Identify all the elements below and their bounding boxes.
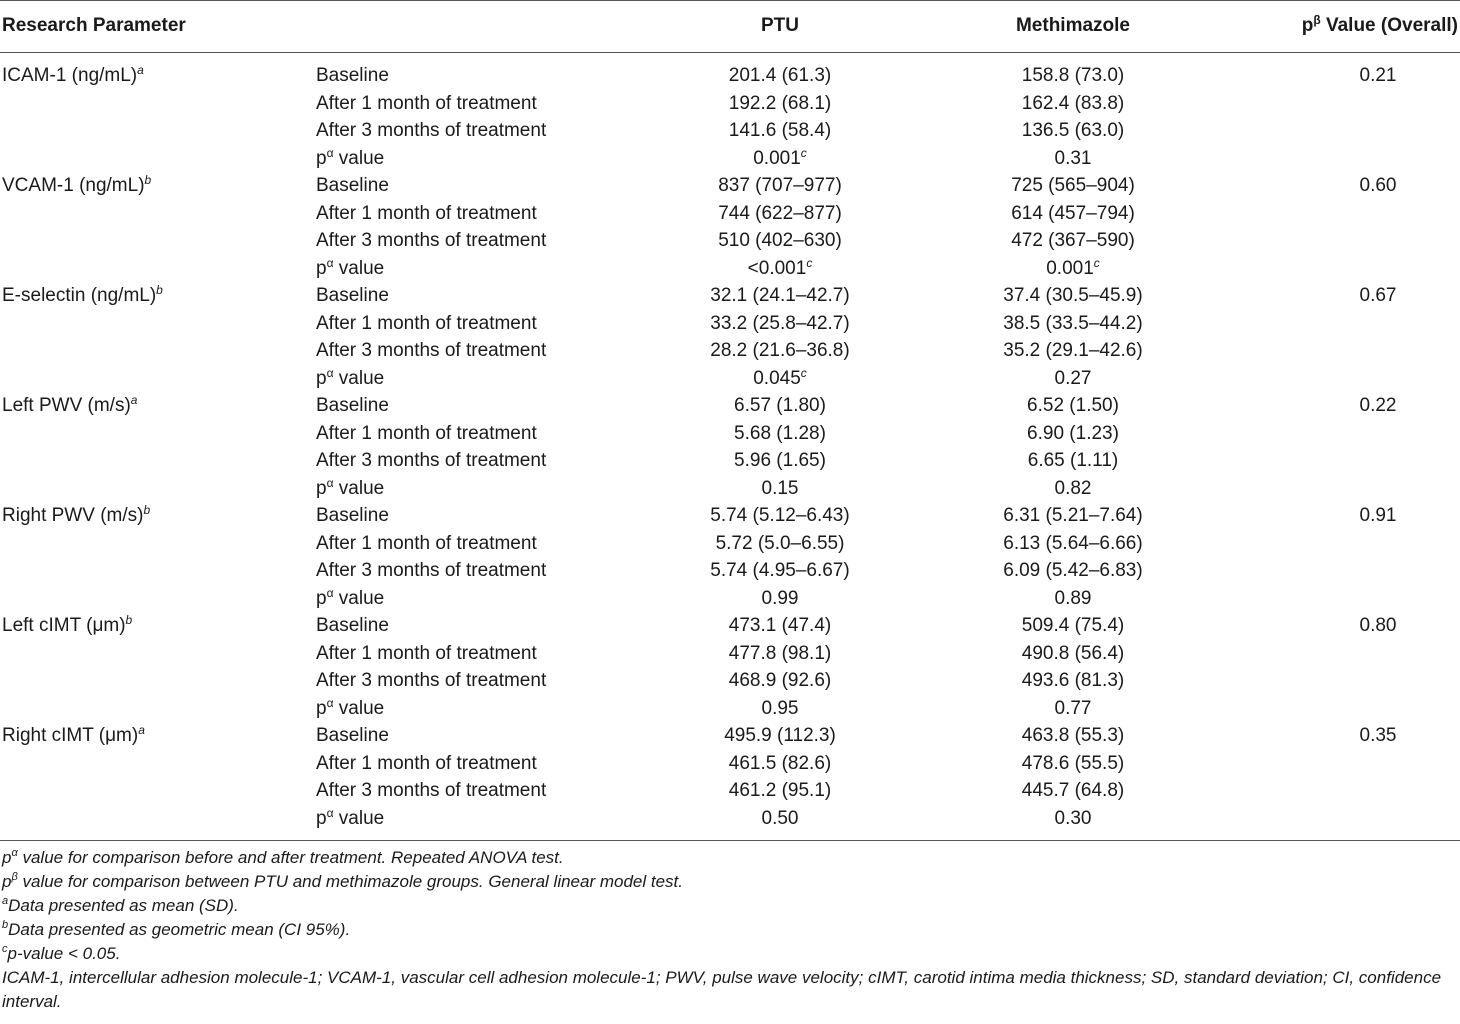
header-rule xyxy=(0,52,1460,53)
footnote-line xyxy=(2,846,1458,870)
timepoint-label xyxy=(316,612,389,640)
ptu-value: 6.57 (1.80) xyxy=(734,395,826,416)
footnote-text: Data presented as mean (SD). xyxy=(8,896,239,915)
methimazole-value: 158.8 (73.0) xyxy=(1021,65,1125,86)
methimazole-value-cell xyxy=(913,392,1233,420)
ptu-value-cell xyxy=(620,227,940,255)
footnote-text: Data presented as geometric mean (CI 95%). xyxy=(8,920,351,939)
timepoint-label xyxy=(316,365,384,393)
timepoint-text: After 3 months of treatment xyxy=(316,340,547,361)
p-prefix: p xyxy=(316,367,327,389)
ptu-value: 495.9 (112.3) xyxy=(724,725,836,746)
table-row xyxy=(0,750,1460,778)
alpha-sup: α xyxy=(326,585,334,600)
timepoint-label xyxy=(316,145,384,173)
methimazole-value-cell xyxy=(913,557,1233,585)
parameter-footnote-mark: b xyxy=(143,503,151,517)
methimazole-value: 0.89 xyxy=(1054,587,1092,609)
p-prefix: p xyxy=(316,257,327,279)
timepoint-label xyxy=(316,667,546,695)
methimazole-value-cell xyxy=(913,365,1233,393)
significance-mark: c xyxy=(800,365,807,380)
methimazole-value: 6.31 (5.21–7.64) xyxy=(1003,505,1143,526)
table-body xyxy=(0,62,1460,832)
methimazole-value: 614 (457–794) xyxy=(1011,202,1135,224)
ptu-value: 461.2 (95.1) xyxy=(728,780,832,801)
p-prefix: p xyxy=(316,697,327,719)
timepoint-text: value xyxy=(338,697,385,719)
ptu-value-cell xyxy=(620,117,940,145)
parameter-cell xyxy=(2,392,137,420)
alpha-sup: α xyxy=(326,695,334,710)
methimazole-value: 0.001 xyxy=(1046,257,1094,279)
parameter-name: ICAM-1 (ng/mL) xyxy=(2,65,138,86)
ptu-value-cell xyxy=(620,255,940,283)
table-row xyxy=(0,640,1460,668)
top-rule xyxy=(0,0,1460,1)
parameter-name: E-selectin (ng/mL) xyxy=(2,285,157,306)
table-row xyxy=(0,255,1460,283)
ptu-value: 468.9 (92.6) xyxy=(728,670,832,691)
methimazole-value: 0.27 xyxy=(1054,367,1092,389)
methimazole-value-cell xyxy=(913,255,1233,283)
footnote-line xyxy=(2,870,1458,894)
timepoint-label xyxy=(316,392,389,420)
parameter-cell xyxy=(2,62,144,90)
table-row xyxy=(0,667,1460,695)
ptu-value: 477.8 (98.1) xyxy=(728,642,832,664)
footnote-text: value for comparison between PTU and methimazole groups. General linear model test. xyxy=(17,872,683,891)
methimazole-value-cell xyxy=(913,310,1233,338)
parameter-footnote-mark: a xyxy=(130,393,138,407)
header-beta-sup: β xyxy=(1313,13,1321,27)
timepoint-text: Baseline xyxy=(316,725,389,746)
table-row xyxy=(0,282,1460,310)
timepoint-label xyxy=(316,695,384,723)
timepoint-label xyxy=(316,420,537,448)
methimazole-value-cell xyxy=(913,145,1233,173)
timepoint-label xyxy=(316,447,546,475)
alpha-sup: α xyxy=(326,145,334,160)
ptu-value: 5.74 (4.95–6.67) xyxy=(710,560,850,581)
ptu-value: 0.99 xyxy=(761,587,799,609)
timepoint-label xyxy=(316,502,389,530)
timepoint-text: Baseline xyxy=(316,285,389,306)
table-row xyxy=(0,475,1460,503)
ptu-value-cell xyxy=(620,612,940,640)
methimazole-value-cell xyxy=(913,640,1233,668)
ptu-value-cell xyxy=(620,337,940,365)
footnote-text: p-value < 0.05. xyxy=(7,944,121,963)
table-row xyxy=(0,90,1460,118)
timepoint-label xyxy=(316,722,389,750)
timepoint-text: value xyxy=(338,587,385,609)
table-row xyxy=(0,805,1460,833)
timepoint-text: After 3 months of treatment xyxy=(316,560,547,581)
timepoint-text: After 1 month of treatment xyxy=(316,92,537,114)
timepoint-label xyxy=(316,777,546,805)
methimazole-value: 445.7 (64.8) xyxy=(1021,780,1125,801)
parameter-name: Right cIMT (μm) xyxy=(2,725,139,746)
timepoint-label xyxy=(316,227,546,255)
ptu-value: 32.1 (24.1–42.7) xyxy=(710,285,850,306)
ptu-value: 0.50 xyxy=(761,807,799,829)
ptu-value: 28.2 (21.6–36.8) xyxy=(710,340,850,361)
ptu-value-cell xyxy=(620,557,940,585)
parameter-cell xyxy=(2,172,151,200)
timepoint-text: Baseline xyxy=(316,175,389,196)
table-row xyxy=(0,365,1460,393)
parameter-name: Right PWV (m/s) xyxy=(2,505,144,526)
parameter-footnote-mark: b xyxy=(125,613,133,627)
overall-p-value: 0.21 xyxy=(1359,65,1397,86)
methimazole-value-cell xyxy=(913,695,1233,723)
ptu-value: 201.4 (61.3) xyxy=(728,65,832,86)
footnote-prefix: p xyxy=(2,872,12,891)
p-prefix: p xyxy=(316,147,327,169)
methimazole-value: 509.4 (75.4) xyxy=(1021,615,1125,636)
methimazole-value-cell xyxy=(913,612,1233,640)
parameter-footnote-mark: a xyxy=(137,63,144,77)
timepoint-label xyxy=(316,805,384,833)
ptu-value: 837 (707–977) xyxy=(718,175,842,196)
ptu-value-cell xyxy=(620,420,940,448)
ptu-value: 33.2 (25.8–42.7) xyxy=(710,312,850,334)
ptu-value-cell xyxy=(620,475,940,503)
overall-p-value: 0.67 xyxy=(1359,285,1397,306)
significance-mark: c xyxy=(800,145,807,160)
timepoint-label xyxy=(316,90,537,118)
alpha-sup: α xyxy=(326,255,334,270)
table-row xyxy=(0,447,1460,475)
ptu-value: 744 (622–877) xyxy=(718,202,842,224)
timepoint-text: After 3 months of treatment xyxy=(316,670,547,691)
ptu-value: 5.72 (5.0–6.55) xyxy=(715,532,845,554)
methimazole-value-cell xyxy=(913,722,1233,750)
ptu-value: 461.5 (82.6) xyxy=(728,752,832,774)
overall-p-value: 0.22 xyxy=(1359,395,1397,416)
methimazole-value: 0.31 xyxy=(1054,147,1092,169)
timepoint-text: value xyxy=(338,147,385,169)
footnote-text: value for comparison before and after treatment. Repeated ANOVA test. xyxy=(17,848,564,867)
parameter-name: Left PWV (m/s) xyxy=(2,395,131,416)
methimazole-value-cell xyxy=(913,667,1233,695)
footnotes xyxy=(2,846,1458,1014)
methimazole-value: 472 (367–590) xyxy=(1011,230,1135,251)
ptu-value-cell xyxy=(620,282,940,310)
timepoint-text: value xyxy=(338,477,385,499)
ptu-value-cell xyxy=(620,145,940,173)
header-p-prefix: p xyxy=(1301,15,1314,36)
footnote-sup: c xyxy=(2,943,8,955)
timepoint-label xyxy=(316,310,537,338)
table-row xyxy=(0,420,1460,448)
timepoint-label xyxy=(316,172,389,200)
p-prefix: p xyxy=(316,587,327,609)
alpha-sup: α xyxy=(326,475,334,490)
methimazole-value-cell xyxy=(913,200,1233,228)
timepoint-text: Baseline xyxy=(316,505,389,526)
parameter-footnote-mark: a xyxy=(138,723,145,737)
methimazole-value-cell xyxy=(913,777,1233,805)
table-row xyxy=(0,502,1460,530)
ptu-value: 0.045 xyxy=(753,367,801,389)
table-row xyxy=(0,530,1460,558)
methimazole-value: 725 (565–904) xyxy=(1011,175,1135,196)
significance-mark: c xyxy=(806,255,813,270)
table-row xyxy=(0,612,1460,640)
timepoint-text: value xyxy=(338,257,385,279)
timepoint-label xyxy=(316,557,546,585)
timepoint-text: Baseline xyxy=(316,615,389,636)
ptu-value-cell xyxy=(620,530,940,558)
p-prefix: p xyxy=(316,807,327,829)
overall-p-value: 0.35 xyxy=(1359,725,1397,746)
timepoint-text: value xyxy=(338,367,385,389)
ptu-value-cell xyxy=(620,90,940,118)
ptu-value-cell xyxy=(620,640,940,668)
timepoint-text: After 3 months of treatment xyxy=(316,450,547,471)
methimazole-value: 6.90 (1.23) xyxy=(1027,422,1119,444)
timepoint-label xyxy=(316,255,384,283)
methimazole-value: 136.5 (63.0) xyxy=(1021,120,1125,141)
abbreviations-note: ICAM-1, intercellular adhesion molecule-1; VCAM-1, vascular cell adhesion molecule-1; PWV, pulse wave velocity; cIMT, carotid intima media thickness; SD, standard deviation; CI, confidence interval. xyxy=(2,968,1442,1011)
ptu-value-cell xyxy=(620,695,940,723)
alpha-sup: α xyxy=(326,805,334,820)
ptu-value: 141.6 (58.4) xyxy=(728,120,832,141)
bottom-rule xyxy=(0,840,1460,841)
methimazole-value-cell xyxy=(913,447,1233,475)
parameter-cell xyxy=(2,722,145,750)
header-methimazole: Methimazole xyxy=(1015,15,1131,36)
methimazole-value-cell xyxy=(913,227,1233,255)
ptu-value-cell xyxy=(620,750,940,778)
timepoint-text: value xyxy=(338,807,385,829)
timepoint-text: Baseline xyxy=(316,395,389,416)
table-row xyxy=(0,145,1460,173)
timepoint-label xyxy=(316,200,537,228)
table-row xyxy=(0,777,1460,805)
timepoint-label xyxy=(316,640,537,668)
ptu-value: <0.001 xyxy=(747,257,807,279)
table-row xyxy=(0,227,1460,255)
significance-mark: c xyxy=(1093,255,1100,270)
parameter-footnote-mark: b xyxy=(144,173,152,187)
ptu-value-cell xyxy=(620,667,940,695)
methimazole-value-cell xyxy=(913,282,1233,310)
footnote-prefix: p xyxy=(2,848,12,867)
methimazole-value: 478.6 (55.5) xyxy=(1021,752,1125,774)
timepoint-label xyxy=(316,62,389,90)
footnote-line xyxy=(2,894,1458,918)
footnote-sup: b xyxy=(2,919,9,931)
parameter-cell xyxy=(2,502,150,530)
ptu-value: 5.74 (5.12–6.43) xyxy=(710,505,850,526)
ptu-value: 192.2 (68.1) xyxy=(728,92,832,114)
methimazole-value: 6.09 (5.42–6.83) xyxy=(1003,560,1143,581)
table-row xyxy=(0,172,1460,200)
header-p-value-overall xyxy=(1302,14,1458,38)
methimazole-value-cell xyxy=(913,805,1233,833)
methimazole-value: 493.6 (81.3) xyxy=(1021,670,1125,691)
timepoint-text: After 1 month of treatment xyxy=(316,752,537,774)
table-row xyxy=(0,392,1460,420)
table-row xyxy=(0,117,1460,145)
p-prefix: p xyxy=(316,477,327,499)
parameter-cell xyxy=(2,612,132,640)
timepoint-label xyxy=(316,750,537,778)
methimazole-value-cell xyxy=(913,475,1233,503)
table-row xyxy=(0,62,1460,90)
timepoint-label xyxy=(316,282,389,310)
ptu-value: 510 (402–630) xyxy=(718,230,842,251)
methimazole-value: 162.4 (83.8) xyxy=(1021,92,1125,114)
timepoint-text: Baseline xyxy=(316,65,389,86)
ptu-value: 5.96 (1.65) xyxy=(734,450,826,471)
timepoint-text: After 3 months of treatment xyxy=(316,780,547,801)
methimazole-value: 6.65 (1.11) xyxy=(1027,450,1119,471)
alpha-sup: α xyxy=(326,365,334,380)
footnote-line xyxy=(2,942,1458,966)
methimazole-value: 38.5 (33.5–44.2) xyxy=(1003,312,1143,334)
header-ptu: PTU xyxy=(761,15,799,36)
timepoint-text: After 1 month of treatment xyxy=(316,422,537,444)
methimazole-value: 0.77 xyxy=(1054,697,1092,719)
header-p-text: Value (Overall) xyxy=(1320,15,1458,36)
methimazole-value-cell xyxy=(913,62,1233,90)
footnote-sup: β xyxy=(11,871,18,883)
parameter-footnote-mark: b xyxy=(156,283,163,297)
methimazole-value-cell xyxy=(913,337,1233,365)
methimazole-value: 6.13 (5.64–6.66) xyxy=(1003,532,1143,554)
ptu-value: 5.68 (1.28) xyxy=(734,422,826,444)
ptu-value-cell xyxy=(620,447,940,475)
methimazole-value: 0.30 xyxy=(1054,807,1092,829)
methimazole-value-cell xyxy=(913,420,1233,448)
timepoint-text: After 1 month of treatment xyxy=(316,202,537,224)
ptu-value-cell xyxy=(620,777,940,805)
timepoint-label xyxy=(316,530,537,558)
parameter-name: VCAM-1 (ng/mL) xyxy=(2,175,145,196)
methimazole-value-cell xyxy=(913,117,1233,145)
table-row xyxy=(0,722,1460,750)
ptu-value: 0.15 xyxy=(761,477,799,499)
methimazole-value-cell xyxy=(913,172,1233,200)
timepoint-label xyxy=(316,117,546,145)
table-row xyxy=(0,337,1460,365)
ptu-value-cell xyxy=(620,502,940,530)
methimazole-value: 463.8 (55.3) xyxy=(1021,725,1125,746)
ptu-value: 0.95 xyxy=(761,697,799,719)
ptu-value-cell xyxy=(620,62,940,90)
ptu-value-cell xyxy=(620,722,940,750)
methimazole-value-cell xyxy=(913,585,1233,613)
methimazole-value: 6.52 (1.50) xyxy=(1027,395,1119,416)
methimazole-value: 490.8 (56.4) xyxy=(1021,642,1125,664)
table-row xyxy=(0,310,1460,338)
ptu-value: 473.1 (47.4) xyxy=(728,615,832,636)
ptu-value-cell xyxy=(620,172,940,200)
ptu-value: 0.001 xyxy=(753,147,801,169)
ptu-value-cell xyxy=(620,392,940,420)
methimazole-value: 37.4 (30.5–45.9) xyxy=(1003,285,1143,306)
timepoint-text: After 1 month of treatment xyxy=(316,532,537,554)
footnote-line xyxy=(2,918,1458,942)
ptu-value-cell xyxy=(620,805,940,833)
ptu-value-cell xyxy=(620,365,940,393)
parameter-cell xyxy=(2,282,163,310)
overall-p-value: 0.60 xyxy=(1359,175,1397,196)
ptu-value-cell xyxy=(620,585,940,613)
methimazole-value: 35.2 (29.1–42.6) xyxy=(1003,340,1143,361)
overall-p-value: 0.80 xyxy=(1359,615,1397,636)
table-row xyxy=(0,695,1460,723)
timepoint-text: After 1 month of treatment xyxy=(316,312,537,334)
methimazole-value-cell xyxy=(913,502,1233,530)
methimazole-value-cell xyxy=(913,90,1233,118)
methimazole-value-cell xyxy=(913,530,1233,558)
timepoint-text: After 3 months of treatment xyxy=(316,230,547,251)
table-row xyxy=(0,585,1460,613)
footnote-sup: α xyxy=(11,847,18,859)
footnote-sup: a xyxy=(2,895,9,907)
parameter-name: Left cIMT (μm) xyxy=(2,615,126,636)
table-row xyxy=(0,200,1460,228)
ptu-value-cell xyxy=(620,200,940,228)
table-row xyxy=(0,557,1460,585)
timepoint-text: After 3 months of treatment xyxy=(316,120,547,141)
methimazole-value-cell xyxy=(913,750,1233,778)
overall-p-value: 0.91 xyxy=(1359,505,1397,526)
timepoint-label xyxy=(316,585,384,613)
header-research-parameter: Research Parameter xyxy=(2,15,186,36)
ptu-value-cell xyxy=(620,310,940,338)
timepoint-text: After 1 month of treatment xyxy=(316,642,537,664)
timepoint-label xyxy=(316,475,384,503)
methimazole-value: 0.82 xyxy=(1054,477,1092,499)
timepoint-label xyxy=(316,337,546,365)
